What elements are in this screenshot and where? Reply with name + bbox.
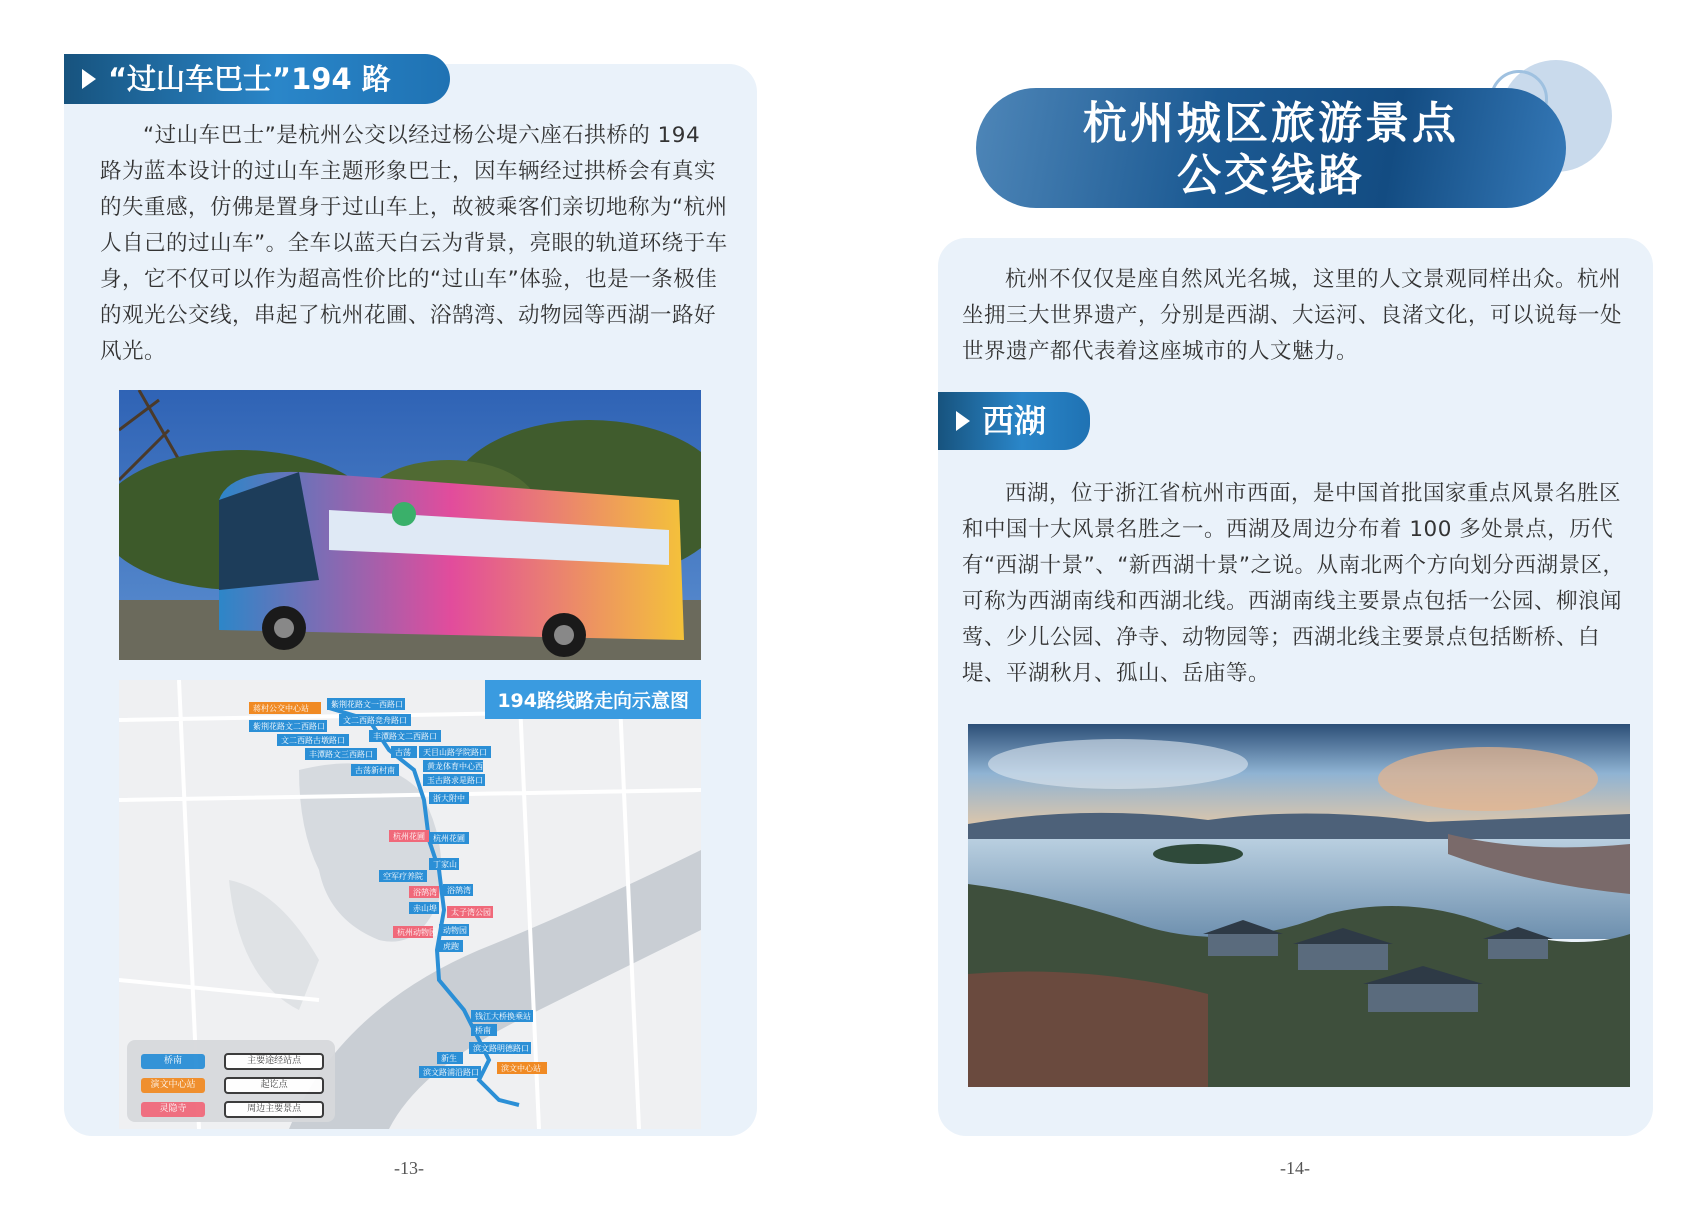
play-arrow-icon bbox=[82, 69, 96, 89]
section-tag-194 bbox=[64, 54, 450, 104]
section-tag-xihu bbox=[938, 392, 1090, 450]
svg-text:虎跑: 虎跑 bbox=[443, 942, 459, 951]
section-title-194: “过山车巴士”194 路 bbox=[108, 62, 391, 96]
page-title-line1: 杭州城区旅游景点 bbox=[1083, 98, 1459, 149]
svg-text:丁家山: 丁家山 bbox=[433, 860, 457, 869]
page-title-badge bbox=[976, 88, 1566, 208]
page-number-14: -14- bbox=[1280, 1158, 1310, 1178]
svg-text:桥南: 桥南 bbox=[475, 1026, 491, 1035]
svg-text:古荡新村南: 古荡新村南 bbox=[355, 766, 395, 775]
page-title-line2: 公交线路 bbox=[1177, 150, 1365, 201]
svg-text:浙大附中: 浙大附中 bbox=[433, 794, 465, 803]
svg-text:杭州花圃: 杭州花圃 bbox=[433, 834, 465, 843]
bus-paragraph: “过山车巴士”是杭州公交以经过杨公堤六座石拱桥的 194 路为蓝本设计的过山车主题形象巴士，因车辆经过拱桥会有真实的失重感，仿佛是置身于过山车上，故被乘客们亲切地称为“杭州人自己的过山车”。全车以蓝天白云为背景，亮眼的轨道环绕于车身，它不仅可以作为超高性价比的“过山车”体验，也是一条极佳的观光公交线，串起了杭州花圃、浴鹄湾、动物园等西湖一路好风光。 bbox=[100, 123, 728, 364]
svg-text:滨文路明德路口: 滨文路明德路口 bbox=[473, 1044, 529, 1053]
svg-text:紫荆花路文一西路口: 紫荆花路文一西路口 bbox=[331, 700, 403, 709]
svg-text:黄龙体育中心西: 黄龙体育中心西 bbox=[427, 762, 483, 771]
svg-text:浴鹄湾: 浴鹄湾 bbox=[447, 886, 471, 895]
page-number-13: -13- bbox=[394, 1158, 424, 1178]
legend-sample-route: 桥南 bbox=[141, 1054, 205, 1069]
svg-text:太子湾公园: 太子湾公园 bbox=[451, 908, 491, 917]
map-legend bbox=[127, 1040, 335, 1122]
legend-row bbox=[141, 1072, 324, 1094]
svg-text:丰潭路文三西路口: 丰潭路文三西路口 bbox=[309, 750, 373, 759]
west-lake-photo bbox=[968, 724, 1630, 1087]
svg-text:杭州动物园: 杭州动物园 bbox=[397, 928, 437, 937]
intro-paragraph: 杭州不仅仅是座自然风光名城，这里的人文景观同样出众。杭州坐拥三大世界遗产，分别是西湖、大运河、良渚文化，可以说每一处世界遗产都代表着这座城市的人文魅力。 bbox=[962, 267, 1623, 364]
svg-text:古荡: 古荡 bbox=[395, 748, 411, 757]
svg-text:滨文中心站: 滨文中心站 bbox=[501, 1064, 541, 1073]
section-title-xihu: 西湖 bbox=[982, 402, 1047, 440]
legend-meaning-route: 主要途经站点 bbox=[224, 1053, 324, 1070]
svg-text:紫荆花路文二西路口: 紫荆花路文二西路口 bbox=[253, 722, 325, 731]
svg-text:钱江大桥换乘站: 钱江大桥换乘站 bbox=[475, 1012, 531, 1021]
svg-text:动物园: 动物园 bbox=[443, 926, 467, 935]
legend-meaning-terminal: 起讫点 bbox=[224, 1077, 324, 1094]
legend-row bbox=[141, 1096, 324, 1118]
svg-text:文二西路古墩路口: 文二西路古墩路口 bbox=[281, 736, 345, 745]
bus-photo bbox=[119, 390, 701, 660]
legend-row bbox=[141, 1048, 324, 1070]
legend-sample-terminal: 演文中心站 bbox=[141, 1078, 205, 1093]
svg-text:新生: 新生 bbox=[441, 1054, 457, 1063]
svg-text:蒋村公交中心站: 蒋村公交中心站 bbox=[253, 704, 309, 713]
svg-text:赤山埠: 赤山埠 bbox=[413, 904, 437, 913]
map-title: 194路线路走向示意图 bbox=[485, 680, 701, 719]
svg-text:浴鹄湾: 浴鹄湾 bbox=[413, 888, 437, 897]
svg-text:文二西路竞舟路口: 文二西路竞舟路口 bbox=[343, 716, 407, 725]
svg-text:空军疗养院: 空军疗养院 bbox=[383, 872, 423, 881]
svg-text:滨文路浦沿路口: 滨文路浦沿路口 bbox=[423, 1068, 479, 1077]
legend-meaning-scenic: 周边主要景点 bbox=[224, 1101, 324, 1118]
svg-text:天目山路学院路口: 天目山路学院路口 bbox=[423, 748, 487, 757]
svg-text:丰潭路文二西路口: 丰潭路文二西路口 bbox=[373, 732, 437, 741]
route-map bbox=[119, 680, 701, 1129]
xihu-paragraph: 西湖，位于浙江省杭州市西面，是中国首批国家重点风景名胜区和中国十大风景名胜之一。西湖及周边分布着 100 多处景点，历代有“西湖十景”、“新西湖十景”之说。从南北两个方向划分西湖景区，可称为西湖南线和西湖北线。西湖南线主要景点包括一公园、柳浪闻莺、少儿公园、净寺、动物园等；西湖北线主要景点包括断桥、白堤、平湖秋月、孤山、岳庙等。 bbox=[962, 481, 1625, 686]
svg-text:玉古路求是路口: 玉古路求是路口 bbox=[427, 776, 483, 785]
play-arrow-icon bbox=[956, 411, 970, 431]
svg-text:杭州花圃: 杭州花圃 bbox=[393, 832, 425, 841]
legend-sample-scenic: 灵隐寺 bbox=[141, 1102, 205, 1117]
